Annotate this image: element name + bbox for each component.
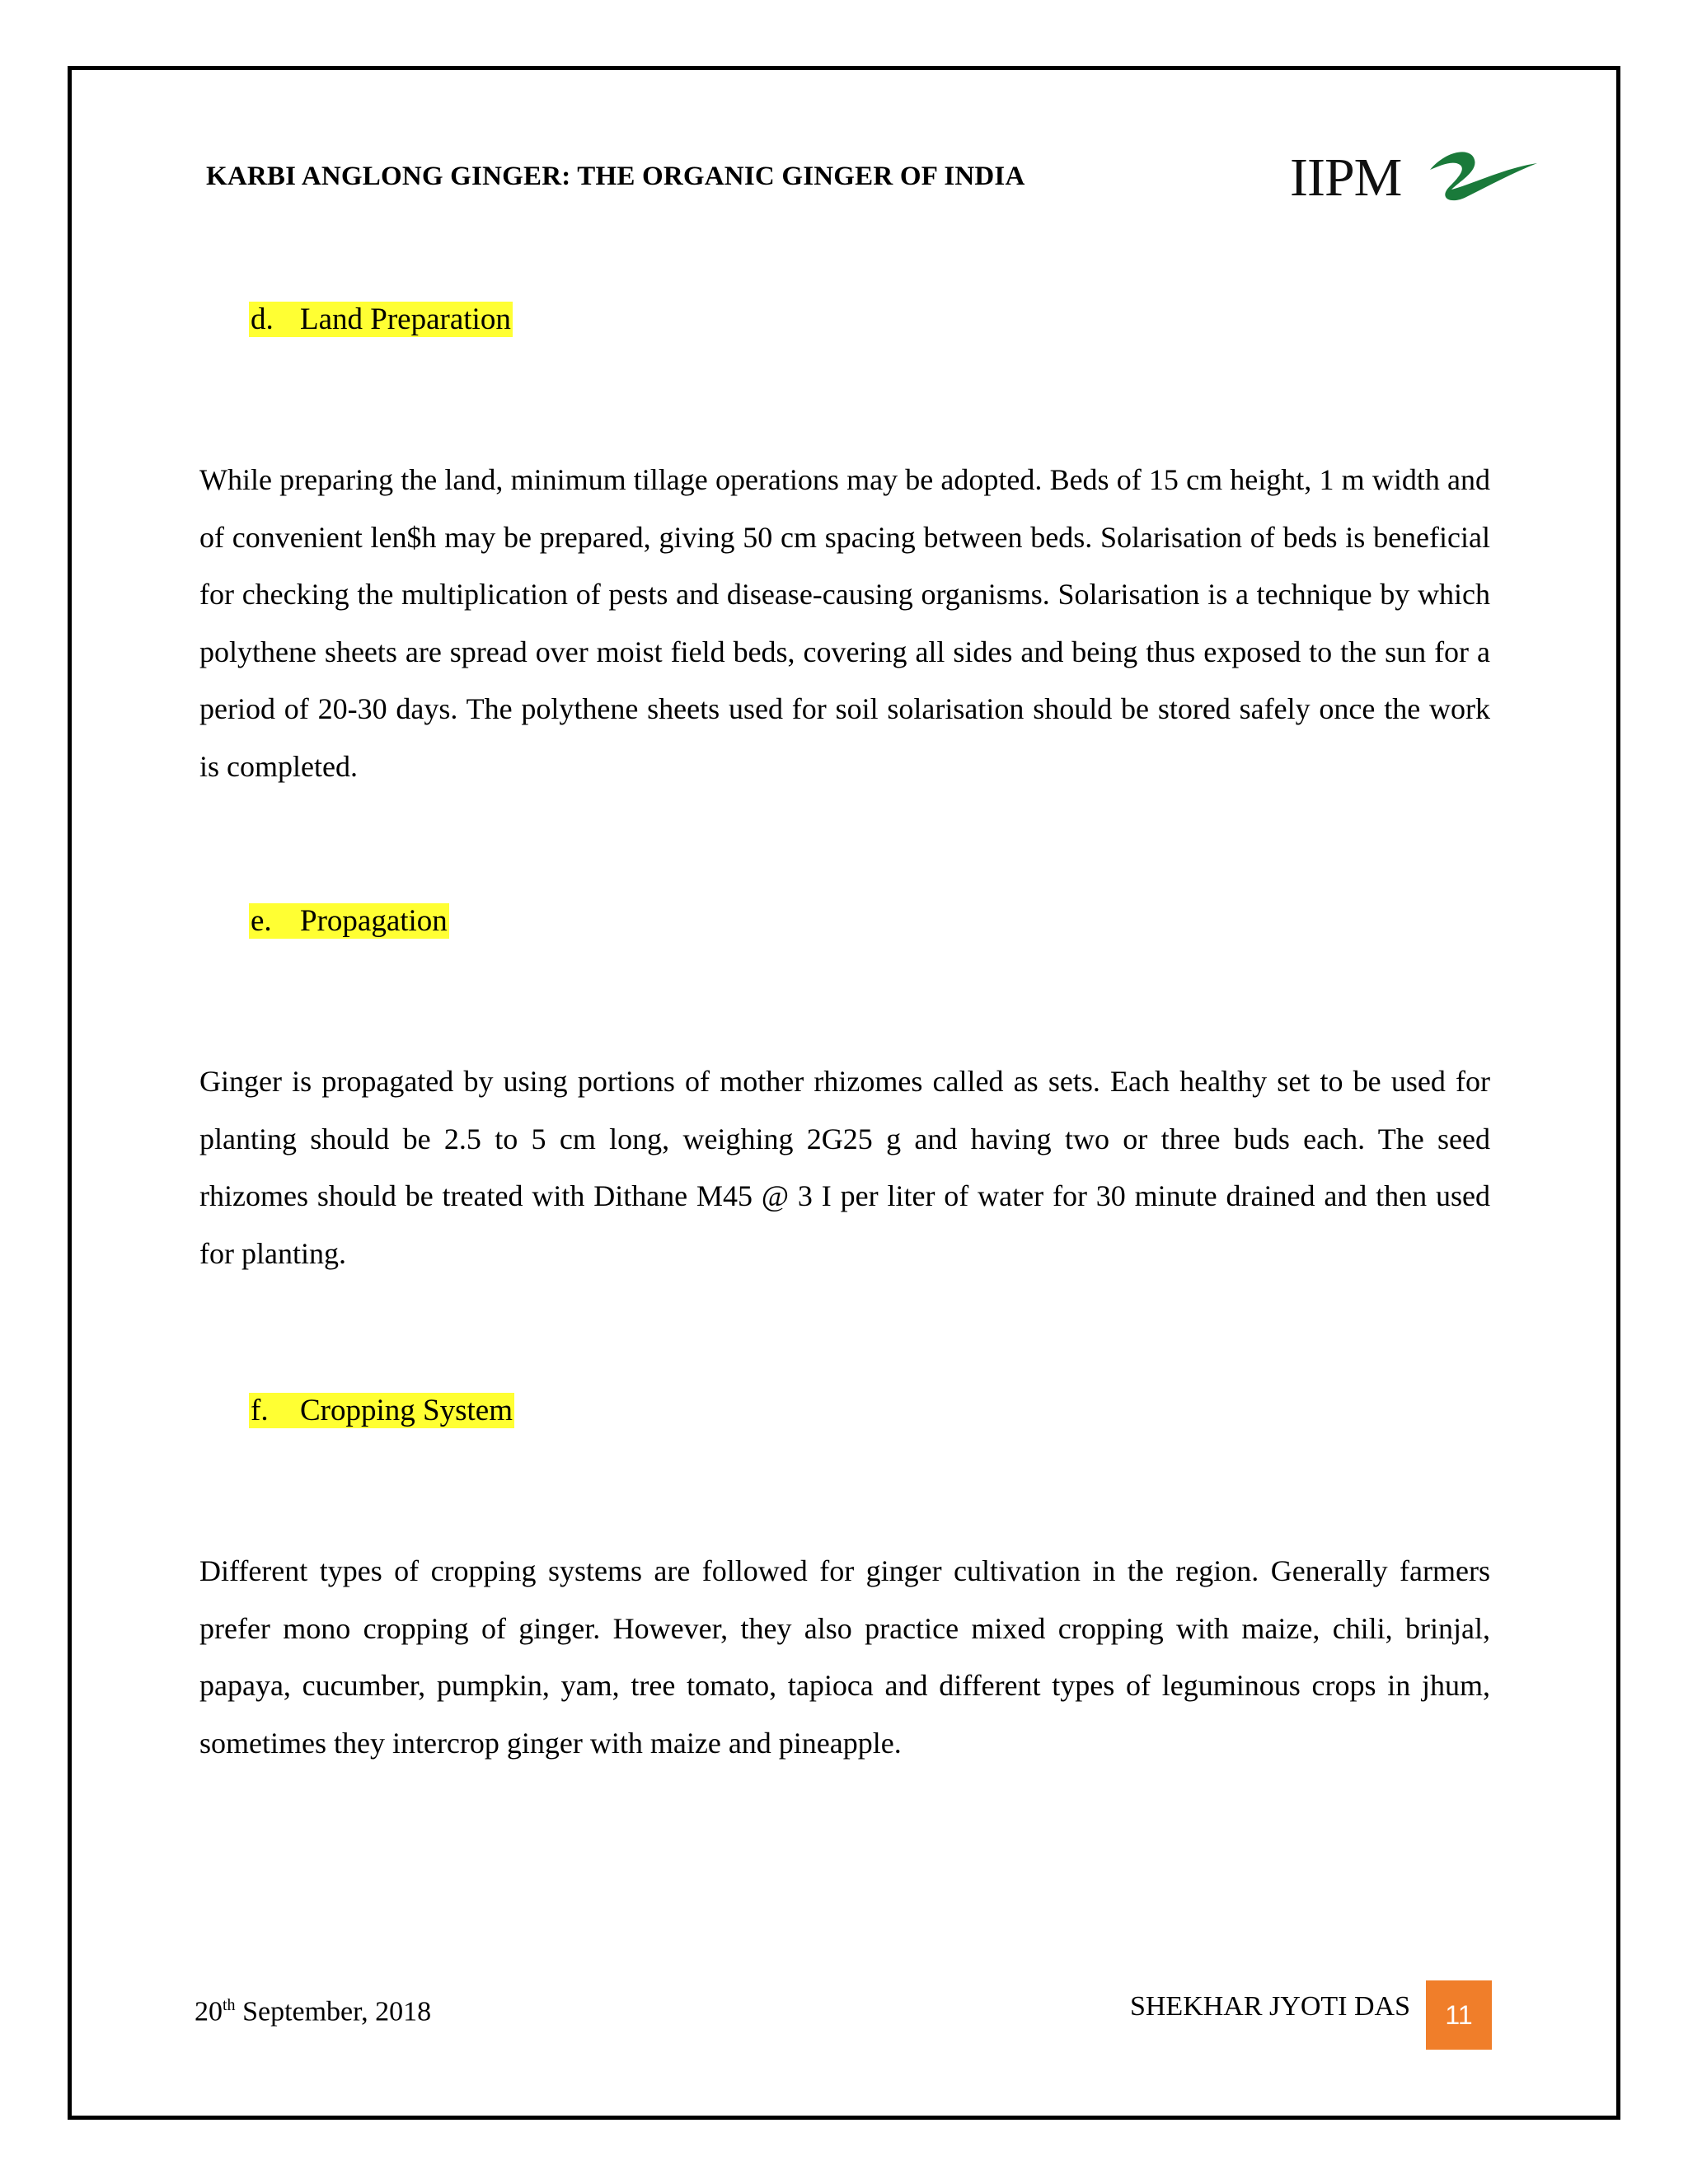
logo-text: IIPM <box>1290 148 1402 208</box>
document-header-title: KARBI ANGLONG GINGER: THE ORGANIC GINGER OF INDIA <box>206 162 1025 191</box>
section-heading-text: Propagation <box>300 904 448 938</box>
footer-date <box>195 1996 431 2027</box>
section-number: e. <box>251 904 272 938</box>
section-heading-propagation <box>249 903 449 939</box>
section-heading-text: Land Preparation <box>300 302 511 336</box>
paragraph-land-preparation: While preparing the land, minimum tillage operations may be adopted. Beds of 15 cm height, 1 m width and of convenient len$h may be prepared, giving 50 cm spacing between beds. Solarisation of beds is beneficial for checking the multiplication of pests and disease-causing organisms. Solarisation is a technique by which polythene sheets are spread over moist field beds, covering all sides and being thus exposed to the sun for a period of 20-30 days. The polythene sheets used for soil solarisation should be stored safely once the work is completed. <box>199 463 1490 783</box>
footer-date-suffix: th <box>223 1996 236 2014</box>
section-heading-land-preparation <box>249 302 513 337</box>
footer-date-day: 20 <box>195 1996 223 2027</box>
page-number-badge <box>1426 1980 1492 2050</box>
paragraph-propagation: Ginger is propagated by using portions of mother rhizomes called as sets. Each healthy set to be used for planting should be 2.5 to 5 cm long, weighing 2G25 g and having two or three buds each. The seed rhizomes should be treated with Dithane M45 @ 3 I per liter of water for 30 minute drained and then used for planting. <box>199 1065 1490 1270</box>
iipm-logo <box>1290 138 1545 221</box>
section-heading-cropping-system <box>249 1393 514 1428</box>
section-heading-text: Cropping System <box>300 1394 513 1427</box>
section-number: f. <box>251 1394 269 1427</box>
page-number: 11 <box>1445 1999 1473 2030</box>
logo-swoosh-icon <box>1414 138 1545 213</box>
section-number: d. <box>251 302 274 336</box>
footer-date-rest: September, 2018 <box>235 1996 432 2027</box>
footer-author: SHEKHAR JYOTI DAS <box>1129 1991 1410 2022</box>
paragraph-cropping-system: Different types of cropping systems are followed for ginger cultivation in the region. Generally farmers prefer mono cropping of ginger. However, they also practice mixed cropping with maize, chili, brinjal, papaya, cucumber, pumpkin, yam, tree tomato, tapioca and different types of leguminous crops in jhum, sometimes they intercrop ginger with maize and pineapple. <box>199 1554 1490 1760</box>
